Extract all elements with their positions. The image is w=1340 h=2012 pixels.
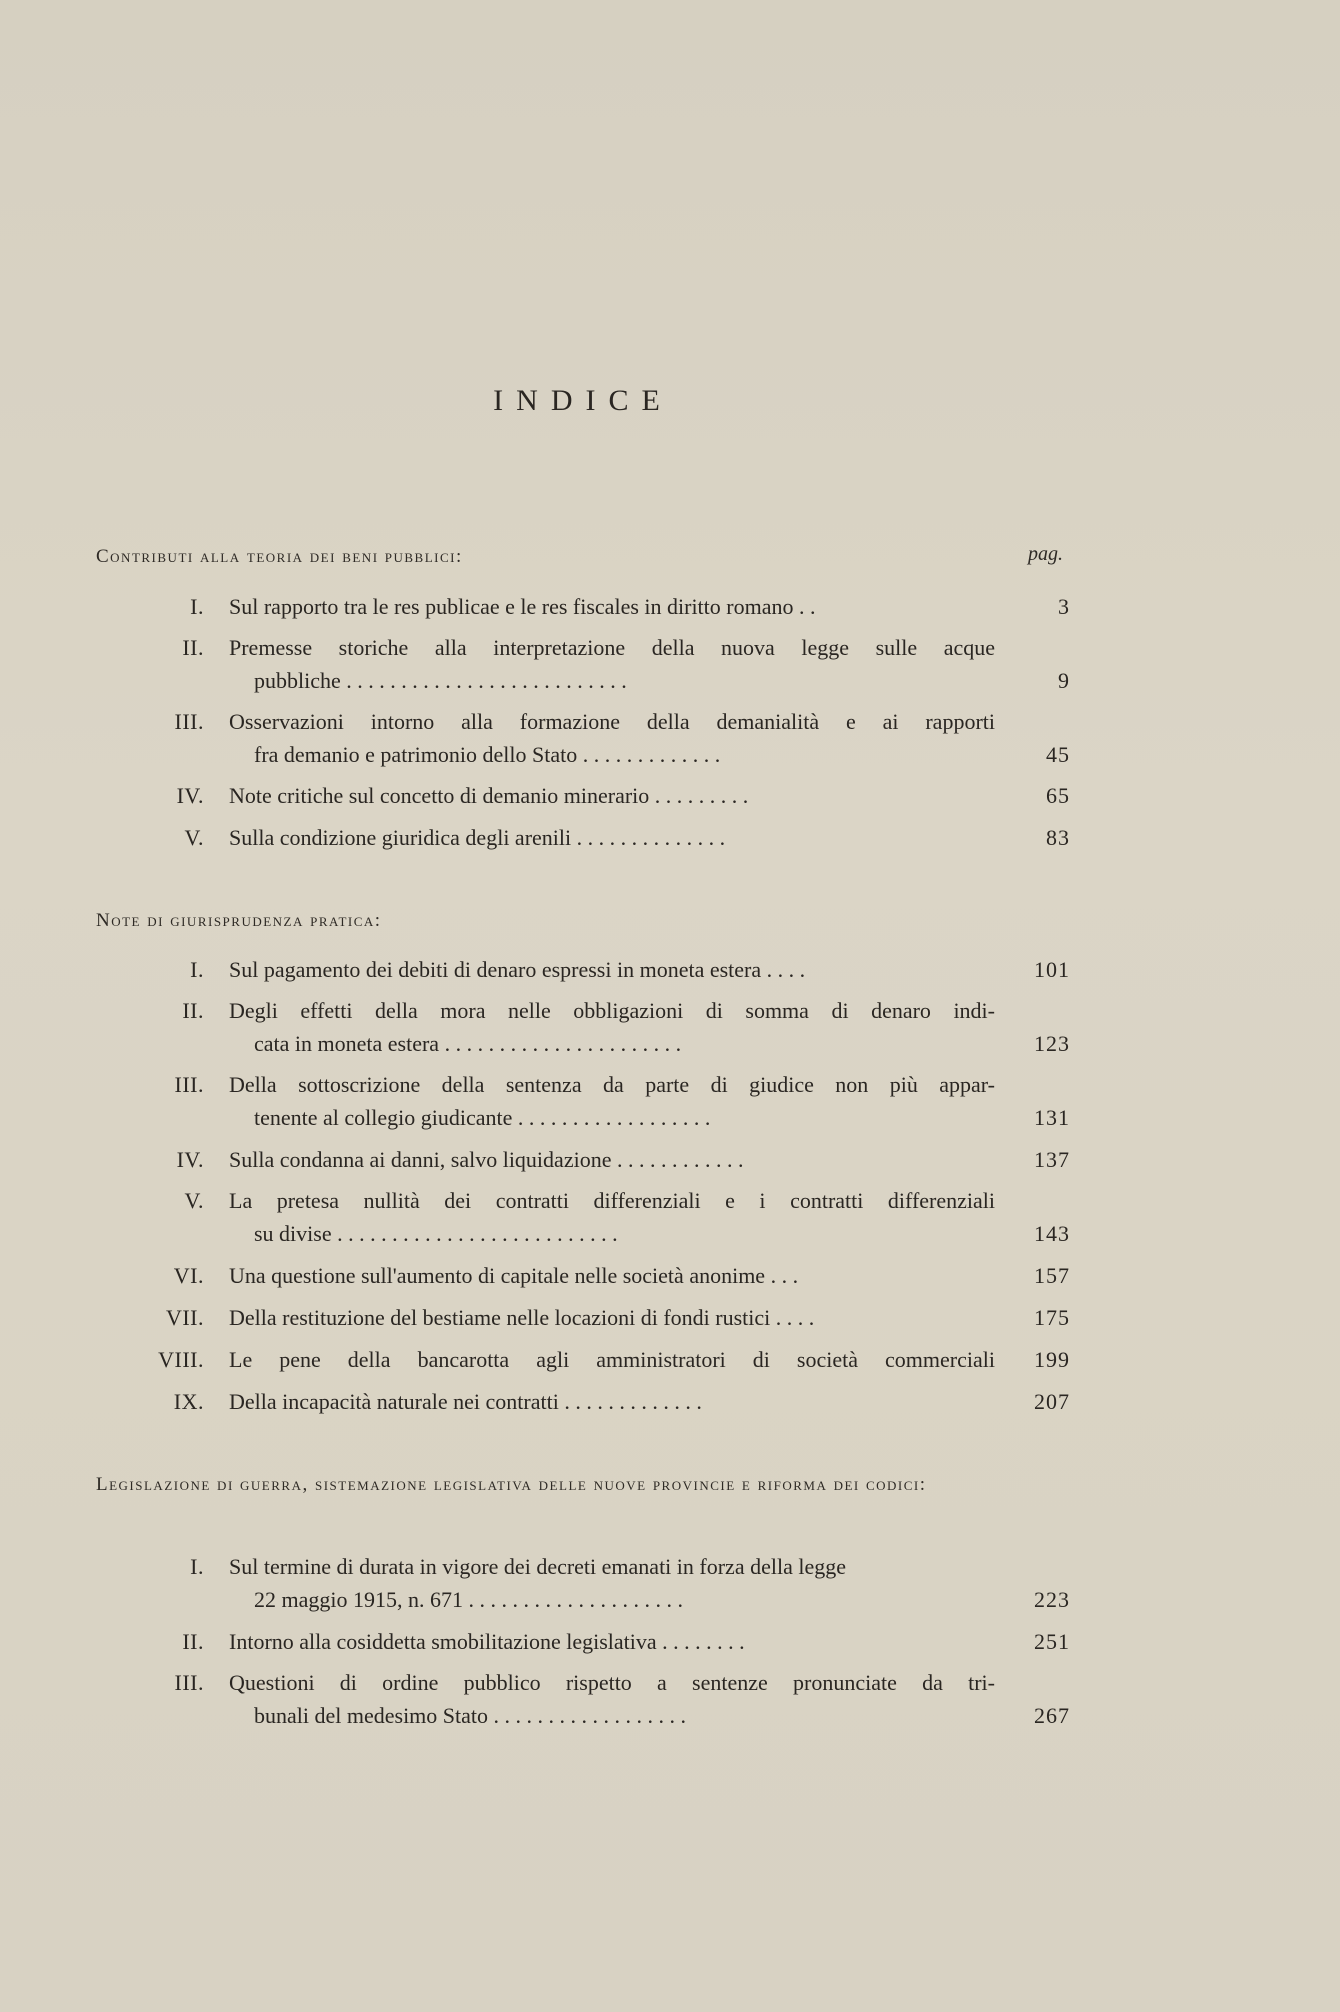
entry-title: Degli effetti della mora nelle obbligazioni di somma di denaro indi- xyxy=(229,998,995,1023)
entry-title: Della incapacità naturale nei contratti . . . . . . . . . . . . . xyxy=(229,1389,702,1414)
entry-number: II. xyxy=(182,998,204,1023)
entry-title-cont: bunali del medesimo Stato . . . . . . . . . . . . . . . . . . xyxy=(254,1703,687,1728)
entry-page: 251 xyxy=(1034,1629,1070,1654)
entry-title: Osservazioni intorno alla formazione della demanialità e ai rapporti xyxy=(229,709,995,734)
entry-number: VII. xyxy=(165,1305,204,1330)
entry-page: 175 xyxy=(1034,1305,1070,1330)
entry-page: 207 xyxy=(1034,1389,1070,1414)
section-heading: Contributi alla teoria dei beni pubblici: xyxy=(96,546,463,567)
entry-number: III. xyxy=(174,1670,204,1695)
entry-title: Questioni di ordine pubblico rispetto a sentenze pronunciate da tri- xyxy=(229,1670,995,1695)
entry-number: II. xyxy=(182,635,204,660)
page-title: INDICE xyxy=(493,384,673,417)
entry-title: Sulla condanna ai danni, salvo liquidazione . . . . . . . . . . . . xyxy=(229,1147,744,1172)
entry-page: 3 xyxy=(1058,594,1070,619)
entry-page: 137 xyxy=(1034,1147,1070,1172)
section-heading: Note di giurisprudenza pratica: xyxy=(96,910,382,931)
entry-number: IX. xyxy=(173,1389,204,1414)
entry-title: Della sottoscrizione della sentenza da parte di giudice non più appar- xyxy=(229,1072,995,1097)
entry-title: Premesse storiche alla interpretazione della nuova legge sulle acque xyxy=(229,635,995,660)
entry-page: 83 xyxy=(1046,825,1070,850)
entry-page: 101 xyxy=(1034,957,1070,982)
entry-page: 45 xyxy=(1046,742,1070,767)
entry-page: 267 xyxy=(1034,1703,1070,1728)
entry-title: La pretesa nullità dei contratti differenziali e i contratti differenziali xyxy=(229,1188,995,1213)
entry-number: V. xyxy=(184,1188,204,1213)
entry-number: V. xyxy=(184,825,204,850)
entry-page: 9 xyxy=(1058,668,1070,693)
entry-title: Intorno alla cosiddetta smobilitazione legislativa . . . . . . . . xyxy=(229,1629,745,1654)
pag-column-label: pag. xyxy=(1028,543,1063,565)
entry-page: 131 xyxy=(1034,1105,1070,1130)
entry-page: 223 xyxy=(1034,1587,1070,1612)
section-heading: Legislazione di guerra, sistemazione legislativa delle nuove provincie e riforma dei codici: xyxy=(96,1474,927,1495)
entry-title: Sul rapporto tra le res publicae e le res fiscales in diritto romano . . xyxy=(229,594,816,619)
entry-number: VIII. xyxy=(158,1347,204,1372)
entry-title: Sul pagamento dei debiti di denaro espressi in moneta estera . . . . xyxy=(229,957,806,982)
entry-title: Le pene della bancarotta agli amministratori di società commerciali xyxy=(229,1347,995,1372)
entry-number: III. xyxy=(174,1072,204,1097)
entry-title: Una questione sull'aumento di capitale nelle società anonime . . . xyxy=(229,1263,799,1288)
entry-number: I. xyxy=(190,1554,204,1579)
entry-title-cont: cata in moneta estera . . . . . . . . . . . . . . . . . . . . . . xyxy=(254,1031,682,1056)
entry-title-cont: 22 maggio 1915, n. 671 . . . . . . . . . . . . . . . . . . . . xyxy=(254,1587,683,1612)
entry-page: 65 xyxy=(1046,783,1070,808)
entry-number: VI. xyxy=(173,1263,204,1288)
entry-title-cont: fra demanio e patrimonio dello Stato . . . . . . . . . . . . . xyxy=(254,742,721,767)
entry-page: 157 xyxy=(1034,1263,1070,1288)
entry-title: Sulla condizione giuridica degli arenili . . . . . . . . . . . . . . xyxy=(229,825,726,850)
entry-number: II. xyxy=(182,1629,204,1654)
entry-number: IV. xyxy=(176,783,204,808)
entry-title-cont: pubbliche . . . . . . . . . . . . . . . . . . . . . . . . . . xyxy=(254,668,627,693)
entry-number: III. xyxy=(174,709,204,734)
entry-number: I. xyxy=(190,594,204,619)
entry-title-cont: tenente al collegio giudicante . . . . . . . . . . . . . . . . . . xyxy=(254,1105,711,1130)
entry-title: Della restituzione del bestiame nelle locazioni di fondi rustici . . . . xyxy=(229,1305,815,1330)
entry-title: Sul termine di durata in vigore dei decreti emanati in forza della legge xyxy=(229,1554,846,1579)
entry-title-cont: su divise . . . . . . . . . . . . . . . . . . . . . . . . . . xyxy=(254,1221,618,1246)
entry-page: 143 xyxy=(1034,1221,1070,1246)
entry-page: 123 xyxy=(1034,1031,1070,1056)
entry-page: 199 xyxy=(1034,1347,1070,1372)
entry-number: I. xyxy=(190,957,204,982)
entry-title: Note critiche sul concetto di demanio minerario . . . . . . . . . xyxy=(229,783,749,808)
entry-number: IV. xyxy=(176,1147,204,1172)
